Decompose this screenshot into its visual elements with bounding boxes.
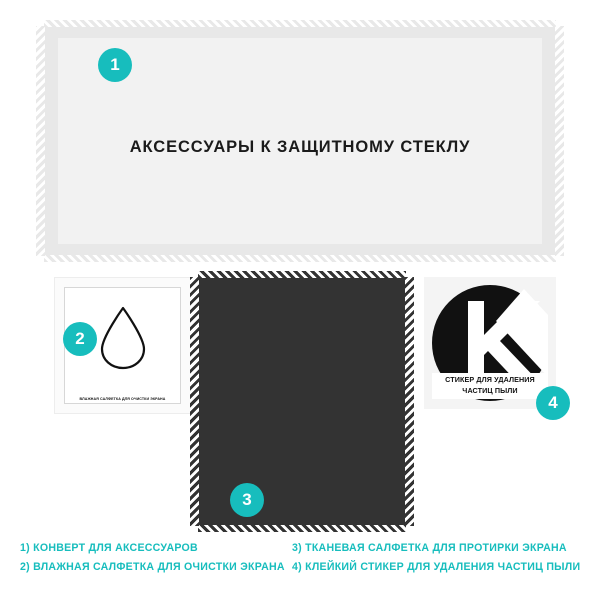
cloth-zigzag-right xyxy=(405,277,414,526)
dust-sticker-caption-line2: ЧАСТИЦ ПЫЛИ xyxy=(462,385,518,395)
legend-column-left xyxy=(20,539,292,578)
legend-item-2: 2) ВЛАЖНАЯ САЛФЕТКА ДЛЯ ОЧИСТКИ ЭКРАНА xyxy=(20,561,285,574)
envelope-caption: АКСЕССУАРЫ К ЗАЩИТНОМУ СТЕКЛУ xyxy=(129,138,471,156)
sachet-caption: ВЛАЖНАЯ САЛФЕТКА ДЛЯ ОЧИСТКИ ЭКРАНА xyxy=(79,396,166,401)
legend-item-3: 3) ТКАНЕВАЯ САЛФЕТКА ДЛЯ ПРОТИРКИ ЭКРАНА xyxy=(292,541,567,554)
legend-item-4: 4) КЛЕЙКИЙ СТИКЕР ДЛЯ УДАЛЕНИЯ ЧАСТИЦ ПЫЛИ xyxy=(292,561,581,574)
callout-badge-2: 2 xyxy=(63,322,97,356)
envelope-zigzag-bottom xyxy=(44,255,556,262)
water-drop-icon xyxy=(96,305,150,376)
microfiber-cloth-graphic xyxy=(198,277,406,526)
callout-badge-4: 4 xyxy=(536,386,570,420)
envelope-zigzag-top xyxy=(44,20,556,27)
dust-sticker-caption xyxy=(432,373,548,399)
cloth-zigzag-bottom xyxy=(198,525,406,532)
cloth-zigzag-top xyxy=(198,271,406,278)
envelope-zigzag-right xyxy=(555,26,564,256)
dust-sticker-caption-line1: СТИКЕР ДЛЯ УДАЛЕНИЯ xyxy=(445,375,535,385)
dust-sticker-graphic xyxy=(424,277,556,409)
legend-column-right xyxy=(292,539,580,578)
cloth-zigzag-left xyxy=(190,277,199,526)
legend xyxy=(20,539,584,578)
callout-badge-3: 3 xyxy=(230,483,264,517)
callout-badge-1: 1 xyxy=(98,48,132,82)
legend-item-1: 1) КОНВЕРТ ДЛЯ АКСЕССУАРОВ xyxy=(20,541,198,554)
